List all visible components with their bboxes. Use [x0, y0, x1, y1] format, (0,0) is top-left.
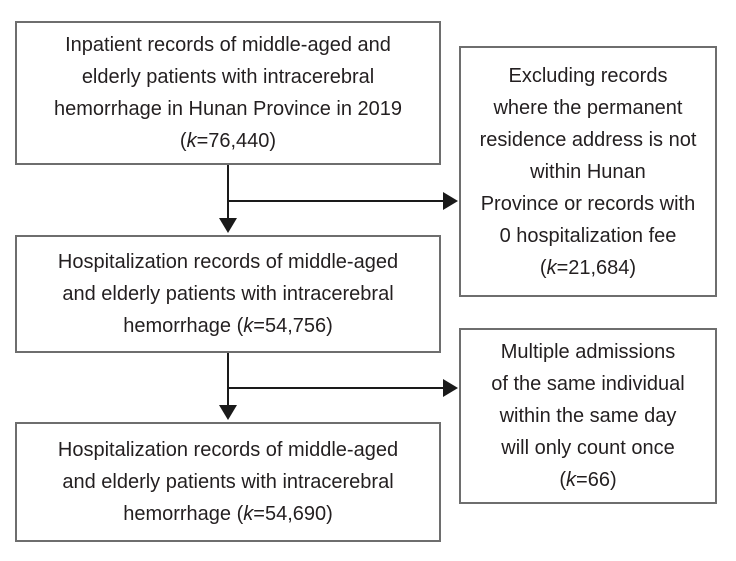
box-final-hospitalization-records-text: Hospitalization records of middle-aged and elderly patients with intracerebral hemorrhage (k=54,690): [57, 439, 399, 525]
box-exclusion-same-day-duplicates: [459, 328, 717, 504]
down-arrow-2-head-icon: [219, 405, 237, 420]
box-exclusion-same-day-duplicates-text: Multiple admissions of the same individual within the same day will only count once (k=66): [491, 341, 685, 491]
right-arrow-2-line: [228, 387, 444, 389]
down-arrow-1-head-icon: [219, 218, 237, 233]
right-arrow-2-head-icon: [443, 379, 458, 397]
right-arrow-1-head-icon: [443, 192, 458, 210]
down-arrow-2-line: [227, 353, 229, 406]
right-arrow-1-line: [228, 200, 444, 202]
down-arrow-1-line: [227, 165, 229, 219]
box-final-hospitalization-records: [15, 422, 441, 542]
box-exclusion-address-or-zero-fee: [459, 46, 717, 297]
box-initial-inpatient-records: [15, 21, 441, 165]
box-exclusion-address-or-zero-fee-text: Excluding records where the permanent residence address is not within Hunan Province or records with 0 hospitalization fee (k=21,684): [479, 64, 697, 279]
box-hospitalization-records-after-first-exclusion: [15, 235, 441, 353]
box-hospitalization-records-after-first-exclusion-text: Hospitalization records of middle-aged and elderly patients with intracerebral hemorrhage (k=54,756): [57, 251, 399, 337]
box-initial-inpatient-records-text: Inpatient records of middle-aged and elderly patients with intracerebral hemorrhage in Hunan Province in 2019 (k=76,440): [54, 34, 402, 152]
